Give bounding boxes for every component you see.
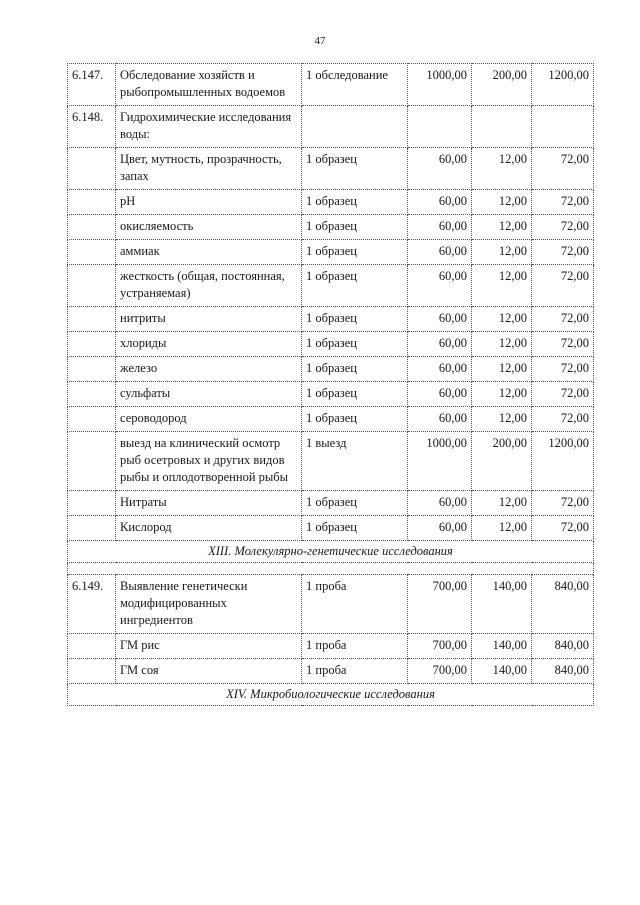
- row-unit: [302, 106, 408, 148]
- row-price: 700,00: [408, 575, 472, 634]
- row-name: сульфаты: [116, 382, 302, 407]
- row-name: ГМ соя: [116, 659, 302, 684]
- row-price: 60,00: [408, 240, 472, 265]
- row-total: 1200,00: [532, 432, 594, 491]
- row-vat: 12,00: [472, 332, 532, 357]
- section-gap: [68, 563, 594, 575]
- row-total: 72,00: [532, 516, 594, 541]
- row-code: [68, 332, 116, 357]
- row-name: ГМ рис: [116, 634, 302, 659]
- table-row: [68, 332, 594, 357]
- row-price: 700,00: [408, 659, 472, 684]
- row-code: [68, 634, 116, 659]
- row-price: 60,00: [408, 190, 472, 215]
- row-name: железо: [116, 357, 302, 382]
- table-row: [68, 491, 594, 516]
- row-unit: 1 образец: [302, 240, 408, 265]
- row-total: 72,00: [532, 190, 594, 215]
- row-code: [68, 382, 116, 407]
- row-total: 72,00: [532, 407, 594, 432]
- row-name: Нитраты: [116, 491, 302, 516]
- row-name: pH: [116, 190, 302, 215]
- row-price: 60,00: [408, 332, 472, 357]
- table-row: [68, 516, 594, 541]
- row-total: [532, 106, 594, 148]
- section-title-xiv: XIV. Микробиологические исследования: [68, 684, 594, 706]
- row-name: выезд на клинический осмотр рыб осетровых и других видов рыбы и оплодотворенной рыбы: [116, 432, 302, 491]
- row-total: 72,00: [532, 307, 594, 332]
- row-name: Выявление генетически модифицированных ингредиентов: [116, 575, 302, 634]
- table-row: [68, 634, 594, 659]
- row-code: 6.149.: [68, 575, 116, 634]
- row-total: 72,00: [532, 357, 594, 382]
- row-total: 840,00: [532, 634, 594, 659]
- row-code: [68, 265, 116, 307]
- table-row: [68, 432, 594, 491]
- row-price: 60,00: [408, 148, 472, 190]
- row-code: [68, 659, 116, 684]
- page-number: 47: [314, 35, 326, 47]
- table-row: [68, 265, 594, 307]
- row-code: 6.148.: [68, 106, 116, 148]
- row-vat: 12,00: [472, 307, 532, 332]
- row-vat: 12,00: [472, 491, 532, 516]
- row-total: 72,00: [532, 265, 594, 307]
- table-body-genetic: [68, 575, 594, 684]
- row-unit: 1 проба: [302, 575, 408, 634]
- row-vat: 12,00: [472, 382, 532, 407]
- row-vat: 12,00: [472, 215, 532, 240]
- row-price: 60,00: [408, 516, 472, 541]
- table-row: [68, 106, 594, 148]
- row-name: Обследование хозяйств и рыбопромышленных водоемов: [116, 64, 302, 106]
- row-name: жесткость (общая, постоянная, устраняемая): [116, 265, 302, 307]
- row-unit: 1 выезд: [302, 432, 408, 491]
- row-name: аммиак: [116, 240, 302, 265]
- row-vat: 12,00: [472, 407, 532, 432]
- row-code: 6.147.: [68, 64, 116, 106]
- row-unit: 1 проба: [302, 659, 408, 684]
- row-price: 60,00: [408, 382, 472, 407]
- row-total: 72,00: [532, 382, 594, 407]
- row-code: [68, 190, 116, 215]
- row-code: [68, 215, 116, 240]
- row-vat: 140,00: [472, 575, 532, 634]
- row-name: Гидрохимические исследования воды:: [116, 106, 302, 148]
- table-row: [68, 575, 594, 634]
- row-vat: 12,00: [472, 516, 532, 541]
- row-total: 1200,00: [532, 64, 594, 106]
- row-price: 1000,00: [408, 432, 472, 491]
- row-unit: 1 образец: [302, 332, 408, 357]
- row-total: 72,00: [532, 491, 594, 516]
- row-unit: 1 образец: [302, 516, 408, 541]
- row-price: 60,00: [408, 491, 472, 516]
- row-vat: 140,00: [472, 659, 532, 684]
- row-unit: 1 образец: [302, 215, 408, 240]
- row-unit: 1 обследование: [302, 64, 408, 106]
- row-price: 60,00: [408, 307, 472, 332]
- row-price: 700,00: [408, 634, 472, 659]
- row-total: 72,00: [532, 240, 594, 265]
- row-price: 60,00: [408, 265, 472, 307]
- table-row: [68, 190, 594, 215]
- section-row: [68, 684, 594, 706]
- row-vat: 140,00: [472, 634, 532, 659]
- row-vat: 200,00: [472, 432, 532, 491]
- row-unit: 1 образец: [302, 148, 408, 190]
- table-row: [68, 64, 594, 106]
- row-vat: 12,00: [472, 190, 532, 215]
- row-code: [68, 307, 116, 332]
- row-name: хлориды: [116, 332, 302, 357]
- table-row: [68, 407, 594, 432]
- row-unit: 1 образец: [302, 357, 408, 382]
- row-vat: [472, 106, 532, 148]
- row-price: 60,00: [408, 357, 472, 382]
- section-xiv: [68, 684, 594, 706]
- row-total: 840,00: [532, 659, 594, 684]
- row-price: 1000,00: [408, 64, 472, 106]
- row-name: нитриты: [116, 307, 302, 332]
- row-unit: 1 образец: [302, 190, 408, 215]
- row-code: [68, 240, 116, 265]
- table-row: [68, 659, 594, 684]
- section-title-xiii: XIII. Молекулярно-генетические исследования: [68, 541, 594, 563]
- row-code: [68, 432, 116, 491]
- row-vat: 12,00: [472, 357, 532, 382]
- row-name: окисляемость: [116, 215, 302, 240]
- section-row: [68, 541, 594, 563]
- row-vat: 12,00: [472, 240, 532, 265]
- row-vat: 200,00: [472, 64, 532, 106]
- table-row: [68, 215, 594, 240]
- row-unit: 1 образец: [302, 491, 408, 516]
- row-price: [408, 106, 472, 148]
- row-code: [68, 357, 116, 382]
- table-row: [68, 357, 594, 382]
- row-name: Кислород: [116, 516, 302, 541]
- row-name: Цвет, мутность, прозрачность, запах: [116, 148, 302, 190]
- row-unit: 1 образец: [302, 382, 408, 407]
- table-row: [68, 148, 594, 190]
- row-code: [68, 516, 116, 541]
- row-total: 72,00: [532, 215, 594, 240]
- row-code: [68, 491, 116, 516]
- row-price: 60,00: [408, 215, 472, 240]
- table-row: [68, 307, 594, 332]
- row-name: сероводород: [116, 407, 302, 432]
- price-table: [67, 63, 594, 706]
- row-unit: 1 образец: [302, 307, 408, 332]
- row-unit: 1 проба: [302, 634, 408, 659]
- row-total: 72,00: [532, 332, 594, 357]
- row-price: 60,00: [408, 407, 472, 432]
- row-vat: 12,00: [472, 265, 532, 307]
- table-body-hydrochem: [68, 64, 594, 541]
- row-unit: 1 образец: [302, 407, 408, 432]
- row-total: 72,00: [532, 148, 594, 190]
- row-code: [68, 407, 116, 432]
- section-xiii: [68, 541, 594, 575]
- row-code: [68, 148, 116, 190]
- table-row: [68, 240, 594, 265]
- row-total: 840,00: [532, 575, 594, 634]
- row-vat: 12,00: [472, 148, 532, 190]
- table-row: [68, 382, 594, 407]
- row-unit: 1 образец: [302, 265, 408, 307]
